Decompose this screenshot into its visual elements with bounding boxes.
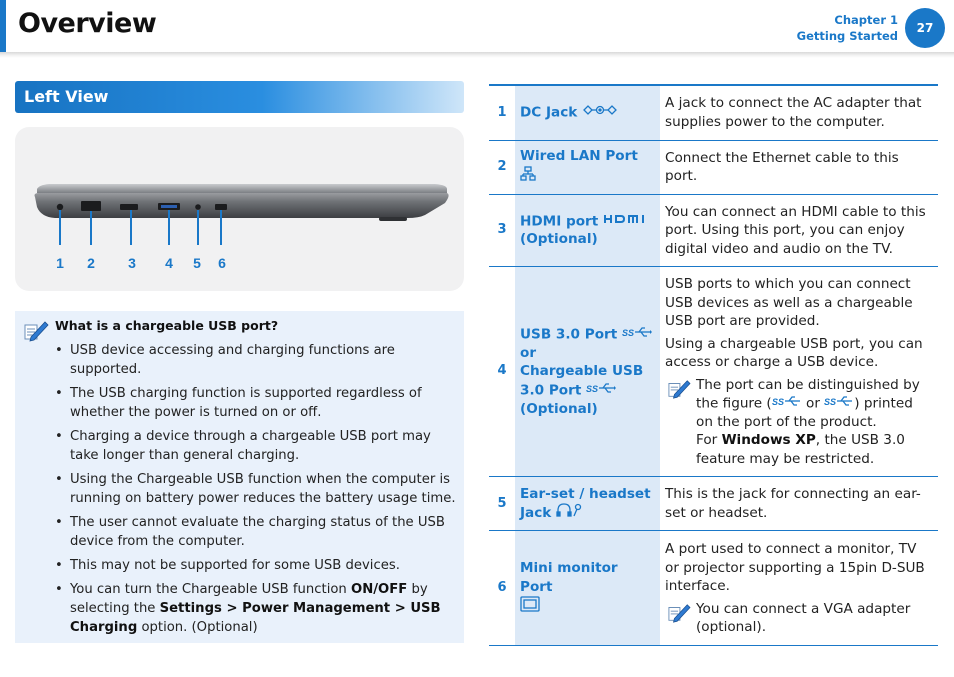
port-name: HDMI port [520, 212, 599, 229]
port-row [489, 477, 938, 531]
note-pencil-icon [667, 378, 691, 406]
note-text: option. (Optional) [137, 620, 258, 635]
note-item: • This may not be supported for some USB devices. [55, 556, 459, 575]
note-item: • The USB charging function is supported regardless of whether the power is turned on or off. [55, 384, 459, 422]
note-item: • Using the Chargeable USB function when the computer is running on battery power reduces the battery usage time. [55, 470, 459, 508]
laptop-left-view-image [15, 127, 464, 291]
desc-paragraph: Using a chargeable USB port, you can access or charge a USB device. [665, 335, 923, 370]
usb-port-insert [161, 205, 177, 208]
port-row [489, 85, 938, 140]
port-row [489, 194, 938, 267]
port-name: Mini monitor Port [520, 560, 618, 595]
note-bold: ON/OFF [350, 582, 408, 597]
port-name-cell [515, 194, 660, 267]
svg-text:SS: SS [621, 328, 634, 339]
svg-text:SS: SS [824, 397, 837, 407]
mini-monitor-port [215, 204, 227, 210]
headset-port [195, 204, 201, 210]
note-pencil-icon [667, 602, 691, 630]
note-bold: Windows XP [721, 432, 816, 449]
port-description [660, 531, 938, 646]
port-row [489, 140, 938, 194]
port-name-cell [515, 477, 660, 531]
port-name-cell [515, 267, 660, 477]
ports-table [489, 84, 938, 646]
laptop-foot [379, 217, 407, 221]
callout-1: 1 [56, 255, 64, 271]
callout-4: 4 [165, 255, 173, 271]
port-name: Ear-set / headset Jack [520, 485, 651, 521]
port-number: 4 [497, 363, 507, 379]
port-description: Connect the Ethernet cable to this port. [665, 149, 899, 184]
usb3-charge-icon [824, 394, 854, 413]
usb-inline-note [665, 376, 934, 469]
port-name-cell [515, 531, 660, 646]
note-text: , the USB 3.0 feature may be restricted. [696, 432, 905, 467]
chapter-label [797, 12, 898, 44]
port-name: USB 3.0 Port [520, 326, 618, 343]
page-number-badge: 27 [905, 8, 945, 48]
note-text: You can turn the Chargeable USB function [70, 582, 351, 597]
callout-2: 2 [87, 255, 95, 271]
headset-icon [556, 503, 582, 523]
callout-3: 3 [128, 255, 136, 271]
port-name-cell [515, 85, 660, 140]
chapter-number: Chapter 1 [834, 13, 898, 27]
port-description [660, 267, 938, 477]
note-item-last [55, 580, 459, 637]
hdmi-port [120, 204, 138, 210]
dc-jack-port [57, 204, 63, 210]
port-number: 6 [497, 580, 507, 595]
note-item: • USB device accessing and charging functions are supported. [55, 341, 459, 379]
svg-text:SS: SS [586, 383, 599, 394]
port-name: Wired LAN Port [520, 148, 638, 164]
page-title: Overview [18, 8, 157, 39]
svg-text:SS: SS [771, 397, 784, 407]
callout-6: 6 [218, 255, 226, 271]
vga-inline-note [665, 600, 934, 637]
header-accent-bar [0, 0, 6, 52]
usb3-charge-icon [586, 381, 616, 400]
callout-5: 5 [193, 255, 201, 271]
section-title: Left View [24, 87, 109, 106]
note-item: • The user cannot evaluate the charging status of the USB device from the computer. [55, 513, 459, 551]
usb3-icon [622, 325, 652, 344]
port-name-alt: Chargeable USB 3.0 Port [520, 363, 644, 399]
note-list [55, 341, 459, 642]
note-text: For [696, 432, 722, 449]
note-bold: Settings > Power Management > USB Charging [70, 601, 441, 635]
note-text: or [801, 395, 825, 412]
port-name: DC Jack [520, 104, 578, 121]
lan-icon [520, 166, 536, 188]
port-optional: (Optional) [520, 400, 598, 417]
hdmi-icon [603, 212, 647, 231]
usb3-icon [772, 394, 802, 413]
port-or: or [520, 344, 537, 361]
laptop-lid [37, 184, 447, 193]
desc-paragraph: A port used to connect a monitor, TV or projector supporting a 15pin D-SUB interface. [665, 541, 925, 594]
note-text: The port can be distinguished by the figure ( [696, 376, 920, 412]
chargeable-usb-note [15, 311, 464, 643]
port-number: 5 [497, 495, 507, 511]
chapter-name: Getting Started [796, 29, 898, 43]
monitor-port-icon [520, 596, 540, 618]
port-optional: (Optional) [520, 231, 598, 248]
note-text: ) printed on the port of the product. [696, 395, 913, 430]
note-item: • Charging a device through a chargeable USB port may take longer than general charging. [55, 427, 459, 465]
lan-port [81, 201, 101, 211]
header-divider [0, 52, 954, 58]
port-description: You can connect an HDMI cable to this port. Using this port, you can enjoy digital video and audio on the TV. [665, 203, 926, 257]
section-banner [15, 81, 464, 113]
port-number: 1 [497, 104, 507, 120]
desc-paragraph: USB ports to which you can connect USB devices as well as a chargeable USB port are provided. [665, 276, 913, 329]
port-description: This is the jack for connecting an ear-set or headset. [665, 486, 921, 521]
port-row [489, 531, 938, 646]
note-pencil-icon [23, 319, 49, 347]
note-text: You can connect a VGA adapter (optional). [696, 600, 911, 635]
port-number: 2 [497, 158, 507, 174]
dc-jack-icon [582, 103, 618, 122]
port-description: A jack to connect the AC adapter that supplies power to the computer. [665, 95, 922, 130]
note-text: by selecting the [70, 582, 428, 616]
note-title: What is a chargeable USB port? [55, 318, 279, 333]
port-row [489, 267, 938, 477]
port-name-cell [515, 140, 660, 194]
port-number: 3 [497, 222, 507, 237]
